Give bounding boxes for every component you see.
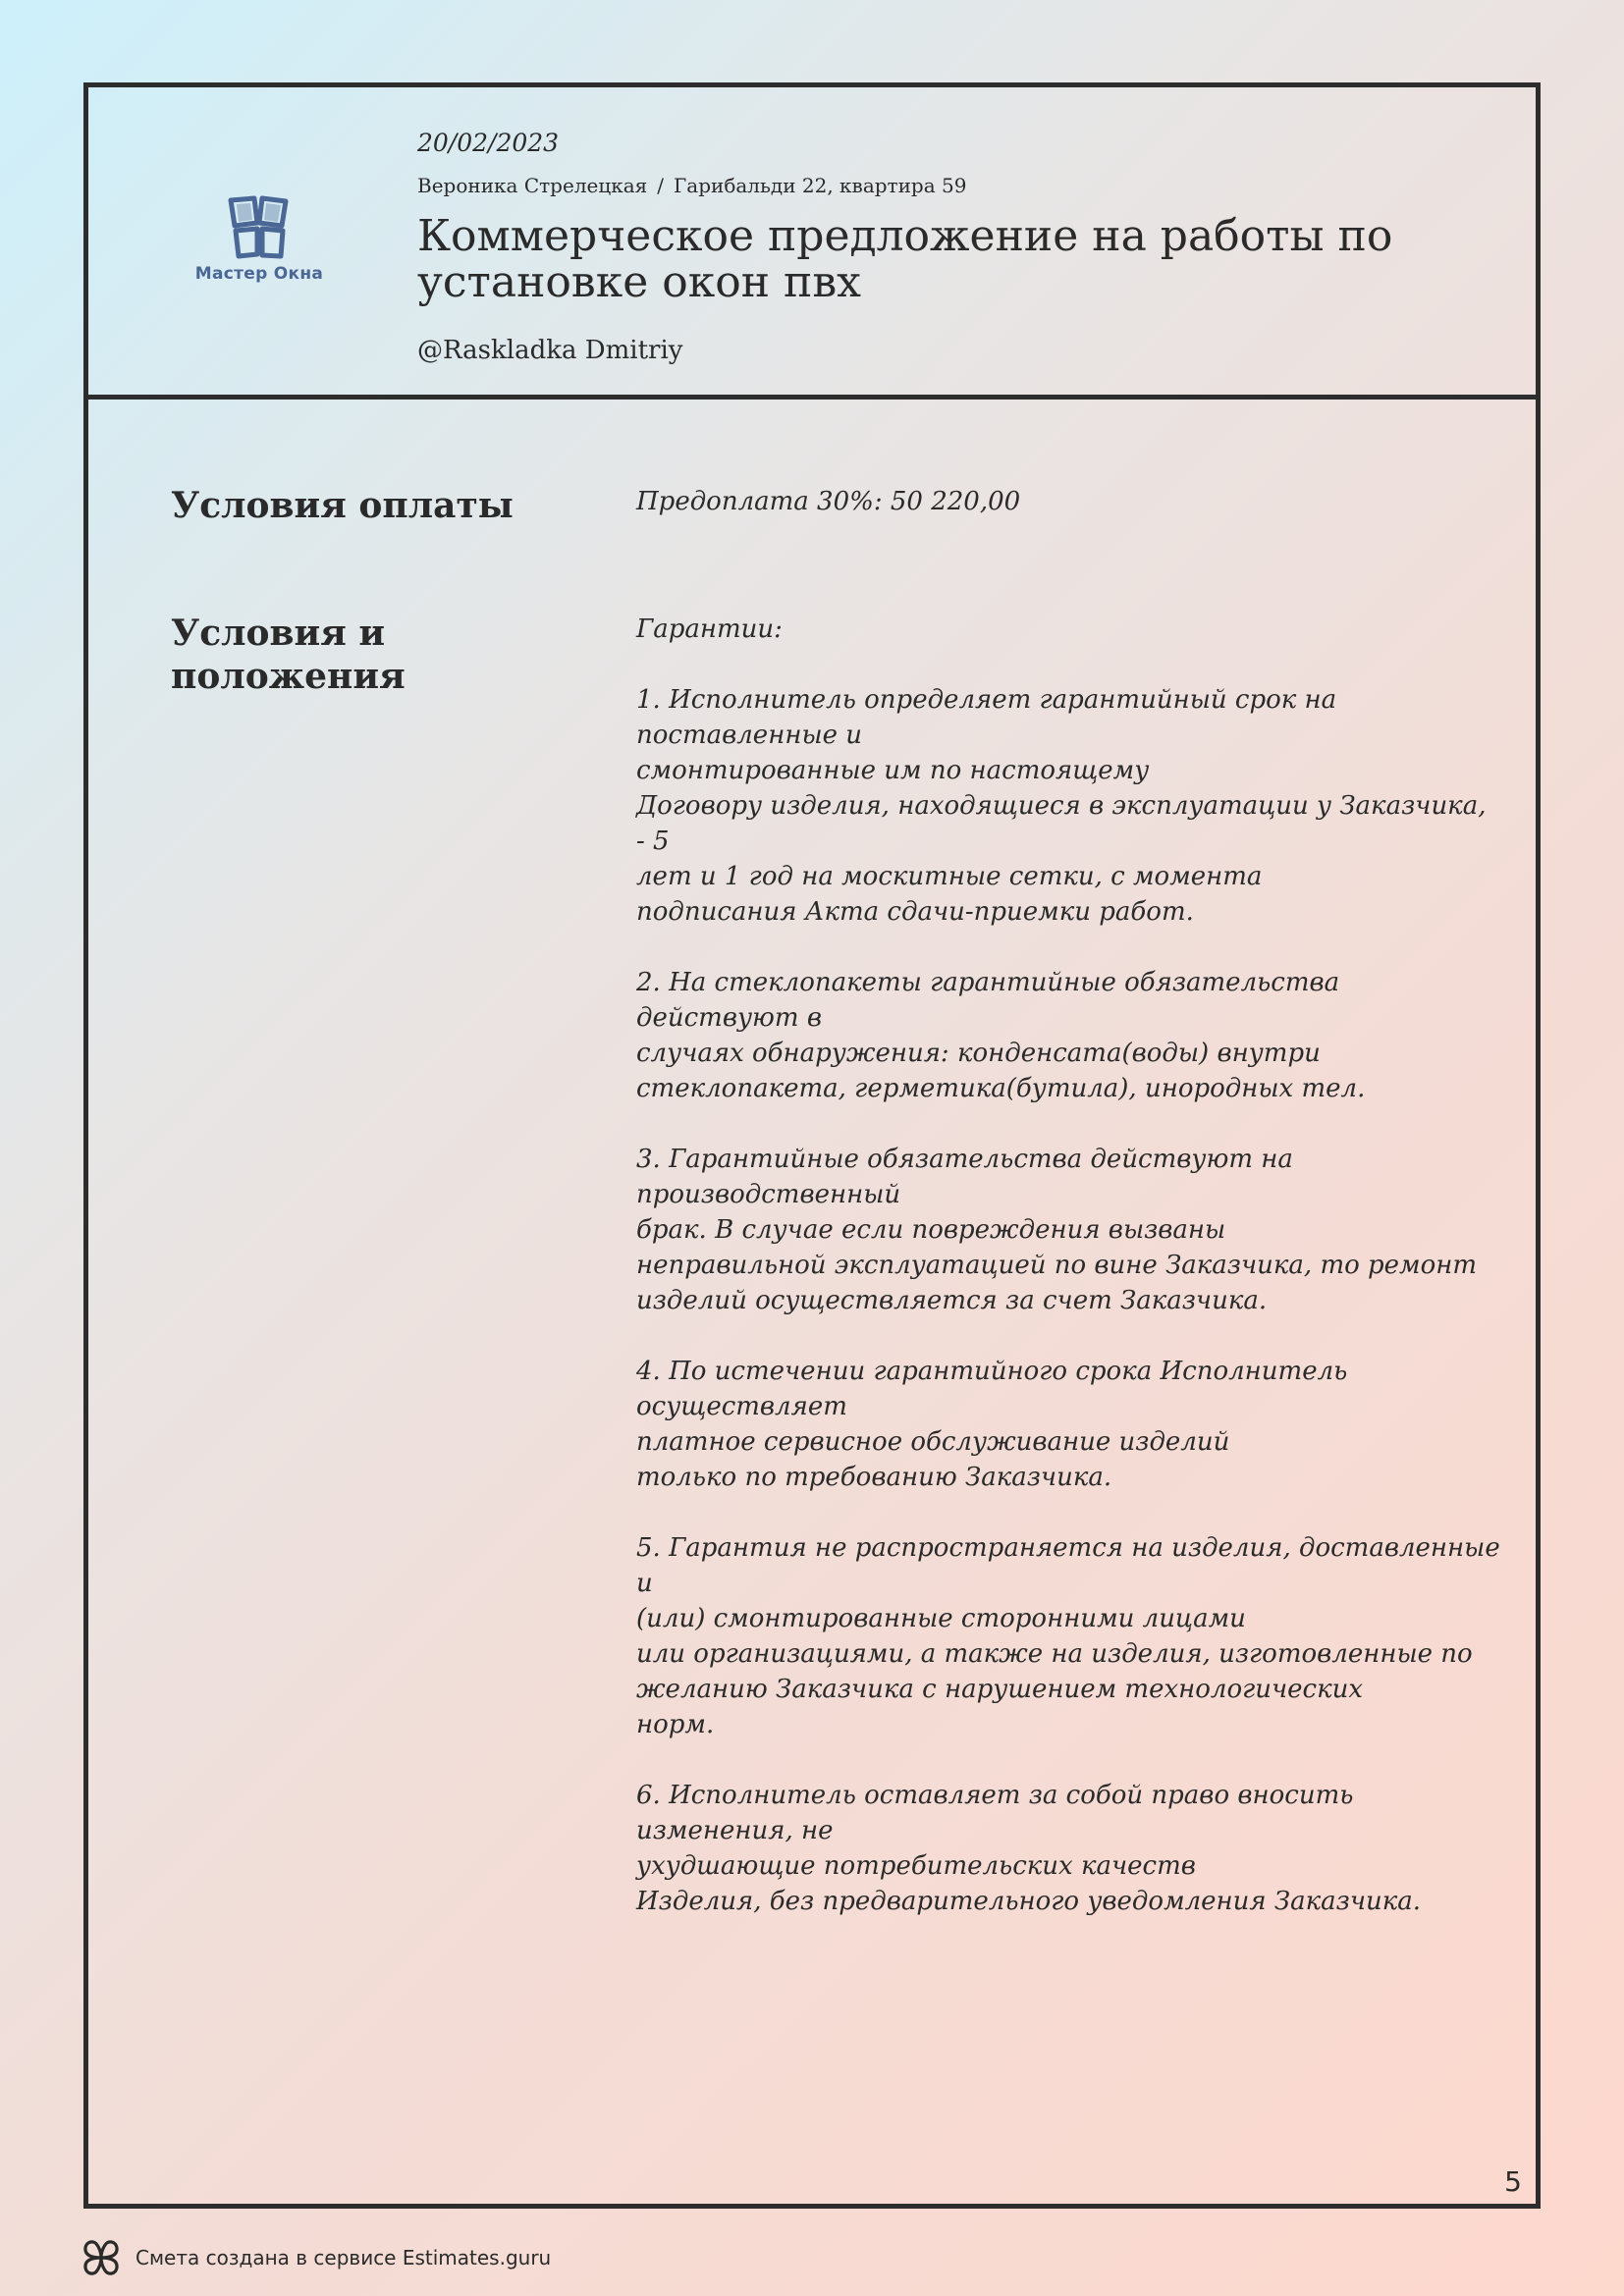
terms-section [171,612,1500,1916]
windows-logo-icon [227,195,292,260]
document-frame [83,82,1541,2209]
payment-value: Предоплата 30%: 50 220,00 [636,487,1021,516]
footer-text: Смета создана в сервисе Estimates.guru [135,2246,552,2269]
page-number: 5 [1504,2165,1522,2198]
document-author: @Raskladka Dmitriy [417,336,683,366]
document-header [88,87,1536,400]
payment-heading: Условия оплаты [171,485,514,526]
footer [81,2236,551,2279]
page-title: Коммерческое предложение на работы по установке окон пвх [417,211,1393,307]
estimates-logo-icon [81,2237,122,2278]
company-logo [190,195,328,284]
header-text-block [417,127,1478,367]
logo-text: Мастер Окна [194,264,324,284]
client-separator: / [657,174,665,197]
document-date: 20/02/2023 [417,129,560,157]
client-name: Вероника Стрелецкая [417,174,648,197]
terms-text: Гарантии: 1. Исполнитель определяет гарантийный срок на поставленные и смонтированные им по настоящему Договору изделия, находящиеся в эксплуатации у Заказчика, - 5 лет и 1 год на москитные сетки, с момента подписания Акта сдачи-приемки работ. 2. На стеклопакеты гарантийные обязательства действуют в случаях обнаружения: конденсата(воды) внутри стеклопакета, герметика(бутила), инородных тел. 3. Гарантийные обязательства действуют на производственный брак. В случае если повреждения вызваны неправильной эксплуатацией по вине Заказчика, то ремонт изделий осуществляется за счет Заказчика. 4. По истечении гарантийного срока Исполнитель осуществляет платное сервисное обслуживание изделий только по требованию Заказчика. 5. Гарантия не распространяется на изделия, доставленные и (или) смонтированные сторонними лицами или организациями, а также на изделия, изготовленные по желанию Заказчика с нарушением технологических норм. 6. Исполнитель оставляет за собой право вносить изменения, не ухудшающие потребительских качеств Изделия, без предварительного уведомления Заказчика. [636,614,1500,1916]
terms-heading: Условия и положения [171,613,406,697]
client-address: Гарибальди 22, квартира 59 [674,174,967,197]
payment-section [171,484,1467,533]
client-info [417,172,1478,199]
